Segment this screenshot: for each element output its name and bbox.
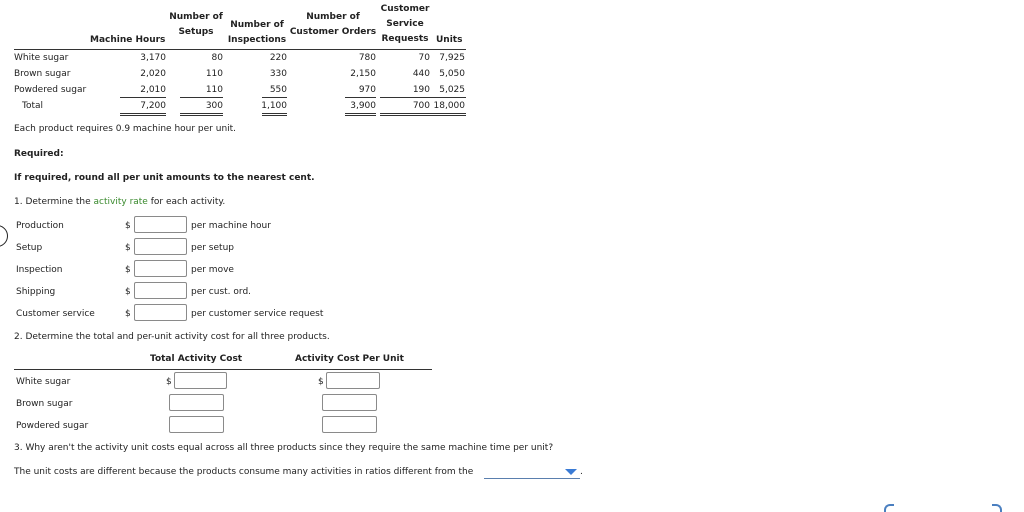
white-sugar-total-cost-input[interactable] xyxy=(174,372,227,389)
left-edge-circle xyxy=(0,225,8,247)
total-rule xyxy=(262,113,287,116)
total-rule xyxy=(380,113,466,116)
answer-period: . xyxy=(580,467,583,477)
sum-rule xyxy=(380,97,466,98)
sum-rule xyxy=(262,97,287,98)
col-activity-cost-per-unit: Activity Cost Per Unit xyxy=(295,354,404,364)
header-inspections: Number of Inspections xyxy=(227,20,287,45)
frame-corner-left xyxy=(884,504,894,512)
header-customer-orders: Number of Customer Orders xyxy=(289,12,377,37)
powdered-sugar-unit-cost-input[interactable] xyxy=(322,416,377,433)
rounding-instruction: If required, round all per unit amounts to the nearest cent. xyxy=(14,173,315,183)
total-rule xyxy=(120,113,166,116)
q2-header-rule xyxy=(14,369,432,370)
col-total-activity-cost: Total Activity Cost xyxy=(150,354,243,364)
brown-sugar-total-cost-input[interactable] xyxy=(169,394,224,411)
sum-rule xyxy=(345,97,376,98)
frame-corner-right xyxy=(992,504,1002,512)
reason-dropdown-underline xyxy=(484,478,580,479)
sum-rule xyxy=(180,97,223,98)
question-3: 3. Why aren't the activity unit costs equal across all three products since they require the same machine time per unit? xyxy=(14,443,554,453)
sum-rule xyxy=(120,97,166,98)
header-rule xyxy=(14,49,466,50)
header-units: Units xyxy=(436,35,463,45)
question-1: 1. Determine the activity rate for each activity. xyxy=(14,197,226,207)
chevron-down-icon[interactable] xyxy=(565,469,577,475)
header-setups: Number of Setups xyxy=(169,12,223,37)
header-customer-service: Customer Service Requests xyxy=(380,4,430,44)
total-rule xyxy=(345,113,376,116)
inspection-rate-input[interactable] xyxy=(134,260,187,277)
question-2: 2. Determine the total and per-unit activity cost for all three products. xyxy=(14,332,330,342)
customer-service-rate-input[interactable] xyxy=(134,304,187,321)
shipping-rate-input[interactable] xyxy=(134,282,187,299)
brown-sugar-unit-cost-input[interactable] xyxy=(322,394,377,411)
header-machine-hours: Machine Hours xyxy=(90,35,166,45)
reason-dropdown[interactable] xyxy=(486,467,562,478)
activity-rate-link[interactable]: activity rate xyxy=(93,197,148,207)
powdered-sugar-total-cost-input[interactable] xyxy=(169,416,224,433)
setup-rate-input[interactable] xyxy=(134,238,187,255)
production-rate-input[interactable] xyxy=(134,216,187,233)
machine-hour-note: Each product requires 0.9 machine hour per unit. xyxy=(14,124,237,134)
required-heading: Required: xyxy=(14,149,64,159)
white-sugar-unit-cost-input[interactable] xyxy=(326,372,380,389)
answer-sentence: The unit costs are different because the products consume many activities in ratios different from the xyxy=(14,467,474,477)
total-rule xyxy=(180,113,223,116)
